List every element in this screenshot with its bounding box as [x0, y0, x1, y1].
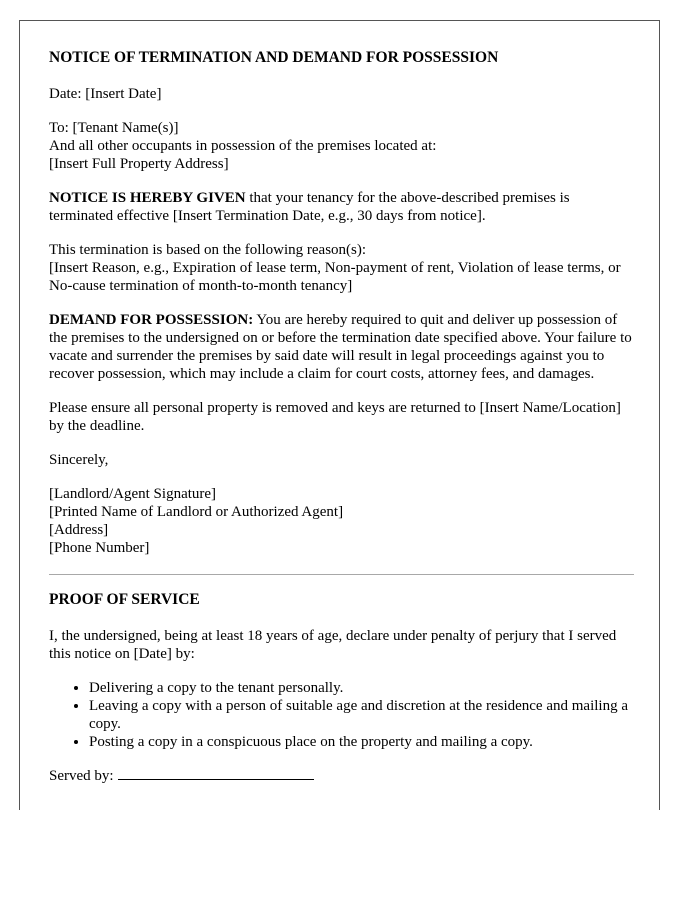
list-item: • Posting a copy in a conspicuous place on the property and mailing a copy.: [89, 733, 634, 751]
closing-line: Sincerely,: [49, 452, 109, 468]
recipient-line: To: [Tenant Name(s)]: [49, 120, 179, 136]
property-paragraph: Please ensure all personal property is removed and keys are returned to [Insert Name/Location] by the deadline.: [49, 400, 621, 434]
section-divider: [49, 574, 634, 575]
signature-line: [Landlord/Agent Signature]: [49, 486, 217, 502]
occupants-line: And all other occupants in possession of the premises located at:: [49, 138, 437, 154]
document-content: [49, 49, 634, 801]
date-line: Date: [Insert Date]: [49, 86, 162, 102]
notice-given-text: that your tenancy for the above-described premises is terminated effective [Insert Termination Date, e.g., 30 days from notice].: [49, 190, 570, 224]
list-item: • Leaving a copy with a person of suitable age and discretion at the residence and mailing a copy.: [89, 697, 634, 733]
reason-paragraph: [49, 241, 634, 295]
phone-line: [Phone Number]: [49, 540, 150, 556]
notice-title: NOTICE OF TERMINATION AND DEMAND FOR POSSESSION: [49, 49, 499, 66]
printed-name-line: [Printed Name of Landlord or Authorized Agent]: [49, 504, 344, 520]
signature-block: [49, 485, 634, 557]
signer-address-line: [Address]: [49, 522, 109, 538]
demand-text: You are hereby required to quit and deliver up possession of the premises to the undersigned on or before the termination date specified above. Your failure to vacate and surrender the premises by said date will result in legal proceedings against you to recover possession, which may include a claim for court costs, attorney fees, and damages.: [49, 312, 632, 382]
notice-given-label: NOTICE IS HEREBY GIVEN: [49, 190, 246, 206]
address-line: [Insert Full Property Address]: [49, 156, 229, 172]
reason-text: [Insert Reason, e.g., Expiration of lease term, Non-payment of rent, Violation of lease terms, or No-cause termination of month-to-month tenancy]: [49, 260, 621, 294]
demand-label: DEMAND FOR POSSESSION:: [49, 312, 254, 328]
service-methods-list: [49, 679, 634, 751]
demand-paragraph: [49, 311, 634, 383]
recipient-block: [49, 119, 634, 173]
declaration-paragraph: I, the undersigned, being at least 18 years of age, declare under penalty of perjury that I served this notice on [Date] by:: [49, 628, 617, 662]
list-item: • Delivering a copy to the tenant personally.: [89, 679, 634, 697]
served-by-blank: [118, 767, 314, 780]
document-page: [19, 20, 660, 810]
served-by-label: Served by:: [49, 768, 114, 784]
served-by-line: [49, 767, 634, 785]
proof-title: PROOF OF SERVICE: [49, 591, 200, 608]
reason-intro: This termination is based on the following reason(s):: [49, 242, 367, 258]
notice-given-paragraph: [49, 189, 634, 225]
